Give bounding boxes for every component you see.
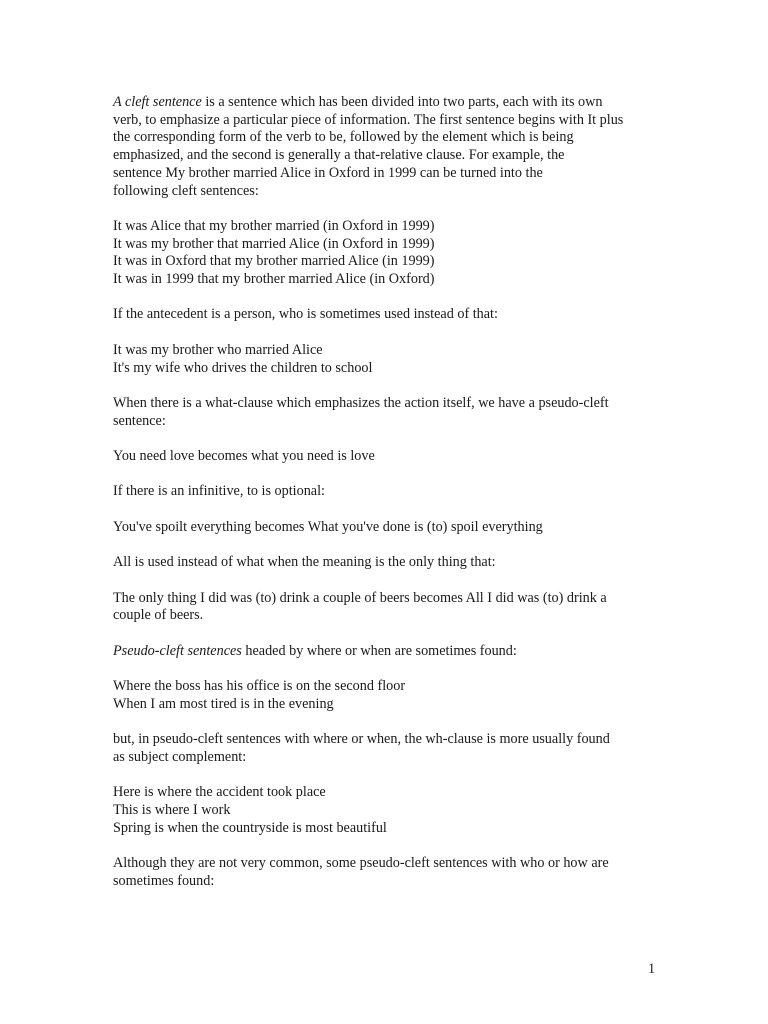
cleft-examples <box>113 218 658 289</box>
all-example <box>113 590 658 625</box>
infinitive-example <box>113 519 658 537</box>
all-rule-paragraph <box>113 554 658 572</box>
term-pseudo-cleft-sentences: Pseudo-cleft sentences <box>113 642 242 659</box>
example-line: This is where I work <box>113 801 231 818</box>
text-line: but, in pseudo-cleft sentences with where or when, the wh-clause is more usually found <box>113 731 610 748</box>
complement-examples <box>113 784 658 837</box>
text-line: following cleft sentences: <box>113 182 259 199</box>
text-line <box>113 643 658 661</box>
text-line <box>113 94 658 112</box>
term-cleft-sentence: A cleft sentence <box>113 94 202 110</box>
who-rule-paragraph <box>113 306 658 324</box>
example-line: It was my brother who married Alice <box>113 341 323 358</box>
text-line: verb, to emphasize a particular piece of information. The first sentence begins with It plus <box>113 111 624 128</box>
example-line: It was in 1999 that my brother married Alice (in Oxford) <box>113 271 435 288</box>
text-line: sentence My brother married Alice in Oxford in 1999 can be turned into the <box>113 164 543 181</box>
example-line: It was my brother that married Alice (in Oxford in 1999) <box>113 235 435 252</box>
document-body <box>113 94 658 908</box>
pseudo-cleft-example <box>113 448 658 466</box>
example-line: You've spoilt everything becomes What you've done is (to) spoil everything <box>113 518 543 535</box>
text-line: All is used instead of what when the meaning is the only thing that: <box>113 554 496 571</box>
example-line: couple of beers. <box>113 607 204 624</box>
pseudo-cleft-rule-paragraph <box>113 395 658 430</box>
text-line: sentence: <box>113 412 166 429</box>
complement-rule-paragraph <box>113 731 658 766</box>
example-line: It's my wife who drives the children to school <box>113 359 373 376</box>
page-number: 1 <box>648 961 656 977</box>
example-line: Where the boss has his office is on the second floor <box>113 678 406 695</box>
text-line: If the antecedent is a person, who is sometimes used instead of that: <box>113 306 498 323</box>
who-examples <box>113 342 658 377</box>
text-line: the corresponding form of the verb to be, followed by the element which is being <box>113 129 574 146</box>
where-when-examples <box>113 678 658 713</box>
example-line: You need love becomes what you need is love <box>113 447 375 464</box>
text-line: as subject complement: <box>113 748 247 765</box>
where-when-rule-paragraph <box>113 643 658 661</box>
text-line: Although they are not very common, some pseudo-cleft sentences with who or how are <box>113 855 609 872</box>
who-how-rule-paragraph <box>113 855 658 890</box>
text-line: headed by where or when are sometimes found: <box>241 642 517 659</box>
text-line: is a sentence which has been divided into two parts, each with its own <box>201 94 603 110</box>
intro-paragraph <box>113 94 658 200</box>
text-line: sometimes found: <box>113 872 215 889</box>
infinitive-rule-paragraph <box>113 483 658 501</box>
example-line: It was in Oxford that my brother married Alice (in 1999) <box>113 253 435 270</box>
example-line: The only thing I did was (to) drink a couple of beers becomes All I did was (to) drink a <box>113 589 607 606</box>
text-line: If there is an infinitive, to is optional: <box>113 483 325 500</box>
text-line: emphasized, and the second is generally a that-relative clause. For example, the <box>113 147 565 164</box>
example-line: When I am most tired is in the evening <box>113 695 334 712</box>
example-line: Here is where the accident took place <box>113 784 326 801</box>
text-line: When there is a what-clause which emphasizes the action itself, we have a pseudo-cleft <box>113 394 609 411</box>
example-line: It was Alice that my brother married (in Oxford in 1999) <box>113 217 435 234</box>
example-line: Spring is when the countryside is most beautiful <box>113 819 387 836</box>
